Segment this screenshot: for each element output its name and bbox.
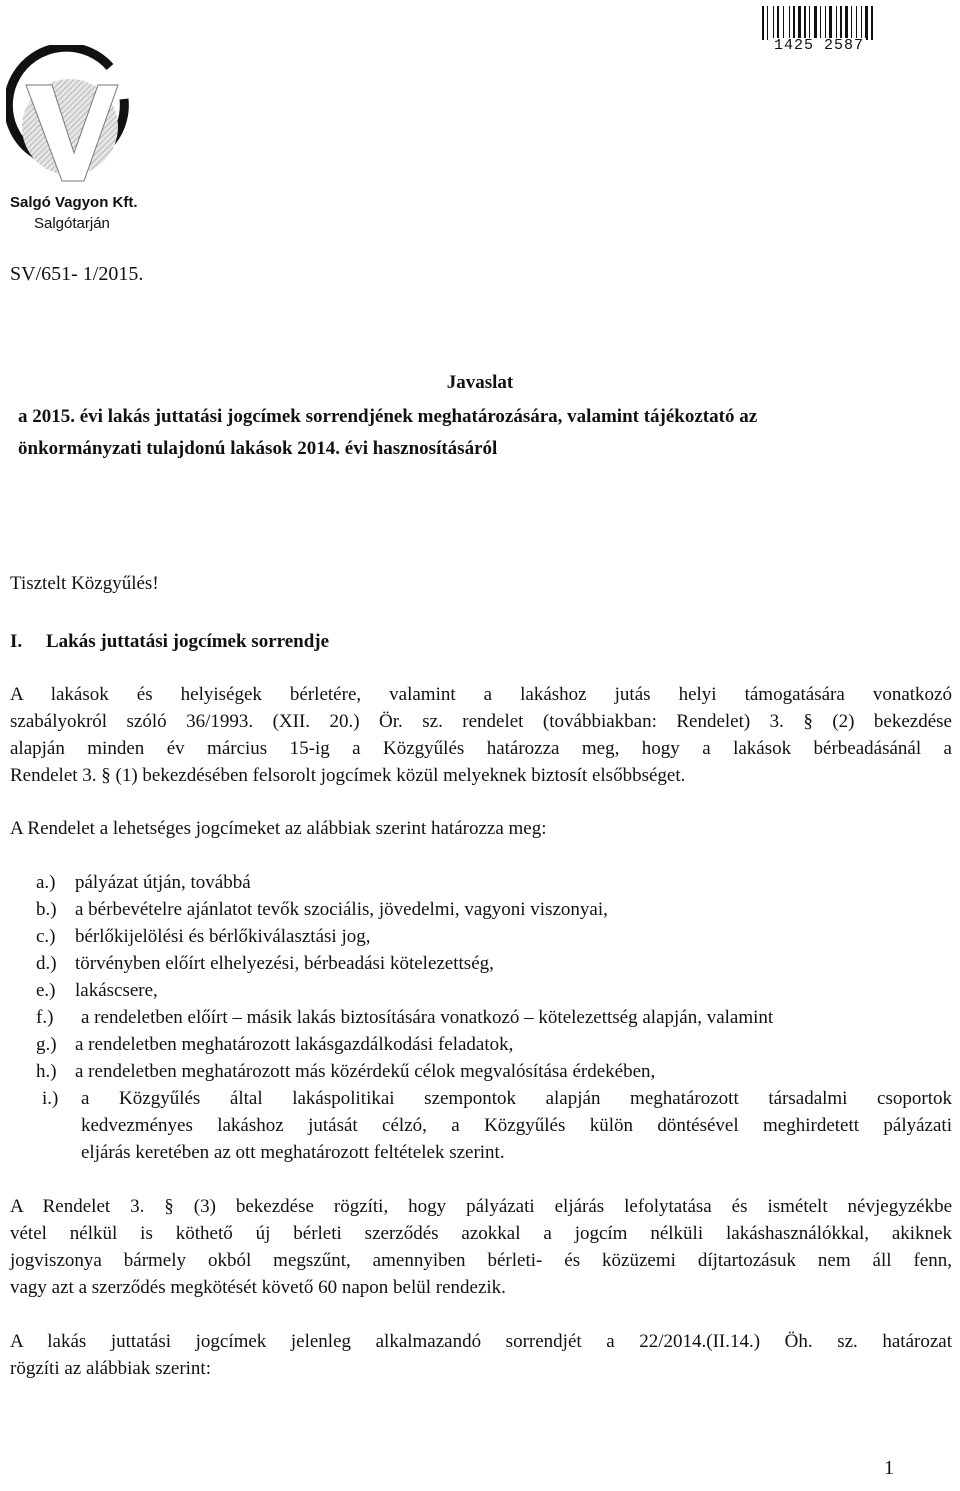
company-city: Salgótarján bbox=[34, 215, 110, 232]
list-item-letter: g.) bbox=[36, 1034, 57, 1055]
list-item-letter: e.) bbox=[36, 980, 56, 1001]
barcode-number: 1425 2587 bbox=[774, 37, 865, 54]
salutation: Tisztelt Közgyűlés! bbox=[10, 573, 159, 594]
barcode-bar bbox=[820, 6, 821, 40]
list-item-letter: i.) bbox=[42, 1088, 59, 1109]
barcode-bar bbox=[777, 6, 779, 40]
barcode-bar bbox=[809, 6, 810, 40]
barcode-bar bbox=[789, 6, 790, 40]
list-item-letter: b.) bbox=[36, 899, 57, 920]
barcode-bar bbox=[865, 6, 868, 40]
list-item-text: pályázat útján, továbbá bbox=[75, 872, 251, 893]
list-item-text: lakáscsere, bbox=[75, 980, 158, 1001]
list-item-text: a rendeletben meghatározott lakásgazdálkodási feladatok, bbox=[75, 1034, 514, 1055]
barcode-bar bbox=[804, 6, 806, 40]
section-title: Lakás juttatási jogcímek sorrendje bbox=[46, 631, 330, 652]
barcode-bar bbox=[767, 6, 768, 40]
barcode-bar bbox=[793, 6, 795, 40]
paragraph-line: szabályokról szóló 36/1993. (XII. 20.) Ör. sz. rendelet (továbbiakban: Rendelet) 3. § (2) bekezdése bbox=[10, 711, 952, 732]
list-item-text: a Közgyűlés által lakáspolitikai szempontok alapján meghatározott társadalmi csoportok bbox=[81, 1088, 952, 1109]
paragraph-line: A Rendelet a lehetséges jogcímeket az alábbiak szerint határozza meg: bbox=[10, 818, 547, 839]
list-item-text: eljárás keretében az ott meghatározott feltételek szerint. bbox=[81, 1142, 505, 1163]
paragraph-line: A lakás juttatási jogcímek jelenleg alkalmazandó sorrendjét a 22/2014.(II.14.) Öh. sz. határozat bbox=[10, 1331, 952, 1352]
barcode-bar bbox=[798, 6, 801, 40]
paragraph-line: A Rendelet 3. § (3) bekezdése rögzíti, hogy pályázati eljárás lefolytatása és ismételt névjegyzékbe bbox=[10, 1196, 952, 1217]
page-number: 1 bbox=[884, 1457, 894, 1479]
barcode-bar bbox=[856, 6, 857, 40]
list-item-text: a bérbevételre ajánlatot tevők szociális, jövedelmi, vagyoni viszonyai, bbox=[75, 899, 608, 920]
barcode-bar bbox=[851, 6, 852, 40]
list-item-text: a rendeletben meghatározott más közérdekű célok megvalósítása érdekében, bbox=[75, 1061, 656, 1082]
barcode-bar bbox=[814, 6, 817, 40]
list-item-text: bérlőkijelölési és bérlőkiválasztási jog, bbox=[75, 926, 371, 947]
list-item-letter: a.) bbox=[36, 872, 56, 893]
barcode-bar bbox=[829, 6, 832, 40]
paragraph-line: jogviszonya bármely okból megszűnt, amennyiben bérleti- és közüzemi díjtartozásuk nem áll fenn, bbox=[10, 1250, 952, 1271]
company-name: Salgó Vagyon Kft. bbox=[10, 194, 138, 211]
list-item-letter: d.) bbox=[36, 953, 57, 974]
document-subtitle-line-2: önkormányzati tulajdonú lakások 2014. évi hasznosításáról bbox=[18, 438, 498, 459]
paragraph-line: Rendelet 3. § (1) bekezdésében felsorolt jogcímek közül melyeknek biztosít elsőbbséget. bbox=[10, 765, 686, 786]
paragraph-line: vétel nélkül is köthető új bérleti szerződés azokkal a jogcím nélküli lakáshasználókkal, akiknek bbox=[10, 1223, 952, 1244]
barcode-bar bbox=[845, 6, 848, 40]
list-item-text: a rendeletben előírt – másik lakás biztosítására vonatkozó – kötelezettség alapján, valamint bbox=[81, 1007, 774, 1028]
paragraph-line: vagy azt a szerződés megkötését követő 60 napon belül rendezik. bbox=[10, 1277, 506, 1298]
reference-number: SV/651- 1/2015. bbox=[10, 263, 144, 285]
paragraph-line: rögzíti az alábbiak szerint: bbox=[10, 1358, 211, 1379]
barcode-bar bbox=[825, 6, 826, 40]
list-item-letter: c.) bbox=[36, 926, 56, 947]
barcode-bar bbox=[871, 6, 873, 40]
document-title: Javaslat bbox=[446, 372, 514, 393]
document-subtitle-line-1: a 2015. évi lakás juttatási jogcímek sorrendjének meghatározására, valamint tájékoztató az bbox=[18, 406, 758, 427]
barcode-bar bbox=[836, 6, 837, 40]
barcode-bar bbox=[773, 6, 774, 40]
paragraph-line: alapján minden év március 15-ig a Közgyűlés határozza meg, hogy a lakások bérbeadásánál a bbox=[10, 738, 952, 759]
paragraph-line: A lakások és helyiségek bérletére, valamint a lakáshoz jutás helyi támogatására vonatkozó bbox=[10, 684, 952, 705]
barcode-bar bbox=[861, 6, 862, 40]
list-item-letter: h.) bbox=[36, 1061, 57, 1082]
list-item-text: törvényben előírt elhelyezési, bérbeadási kötelezettség, bbox=[75, 953, 494, 974]
barcode-bar bbox=[783, 6, 784, 40]
barcode-bar bbox=[762, 6, 764, 40]
barcode-bar bbox=[840, 6, 842, 40]
salgo-vagyon-logo-icon bbox=[6, 45, 136, 185]
list-item-text: kedvezményes lakáshoz jutását célzó, a Közgyűlés külön döntésével meghirdetett pályázati bbox=[81, 1115, 952, 1136]
section-number: I. bbox=[10, 631, 23, 652]
list-item-letter: f.) bbox=[36, 1007, 54, 1028]
